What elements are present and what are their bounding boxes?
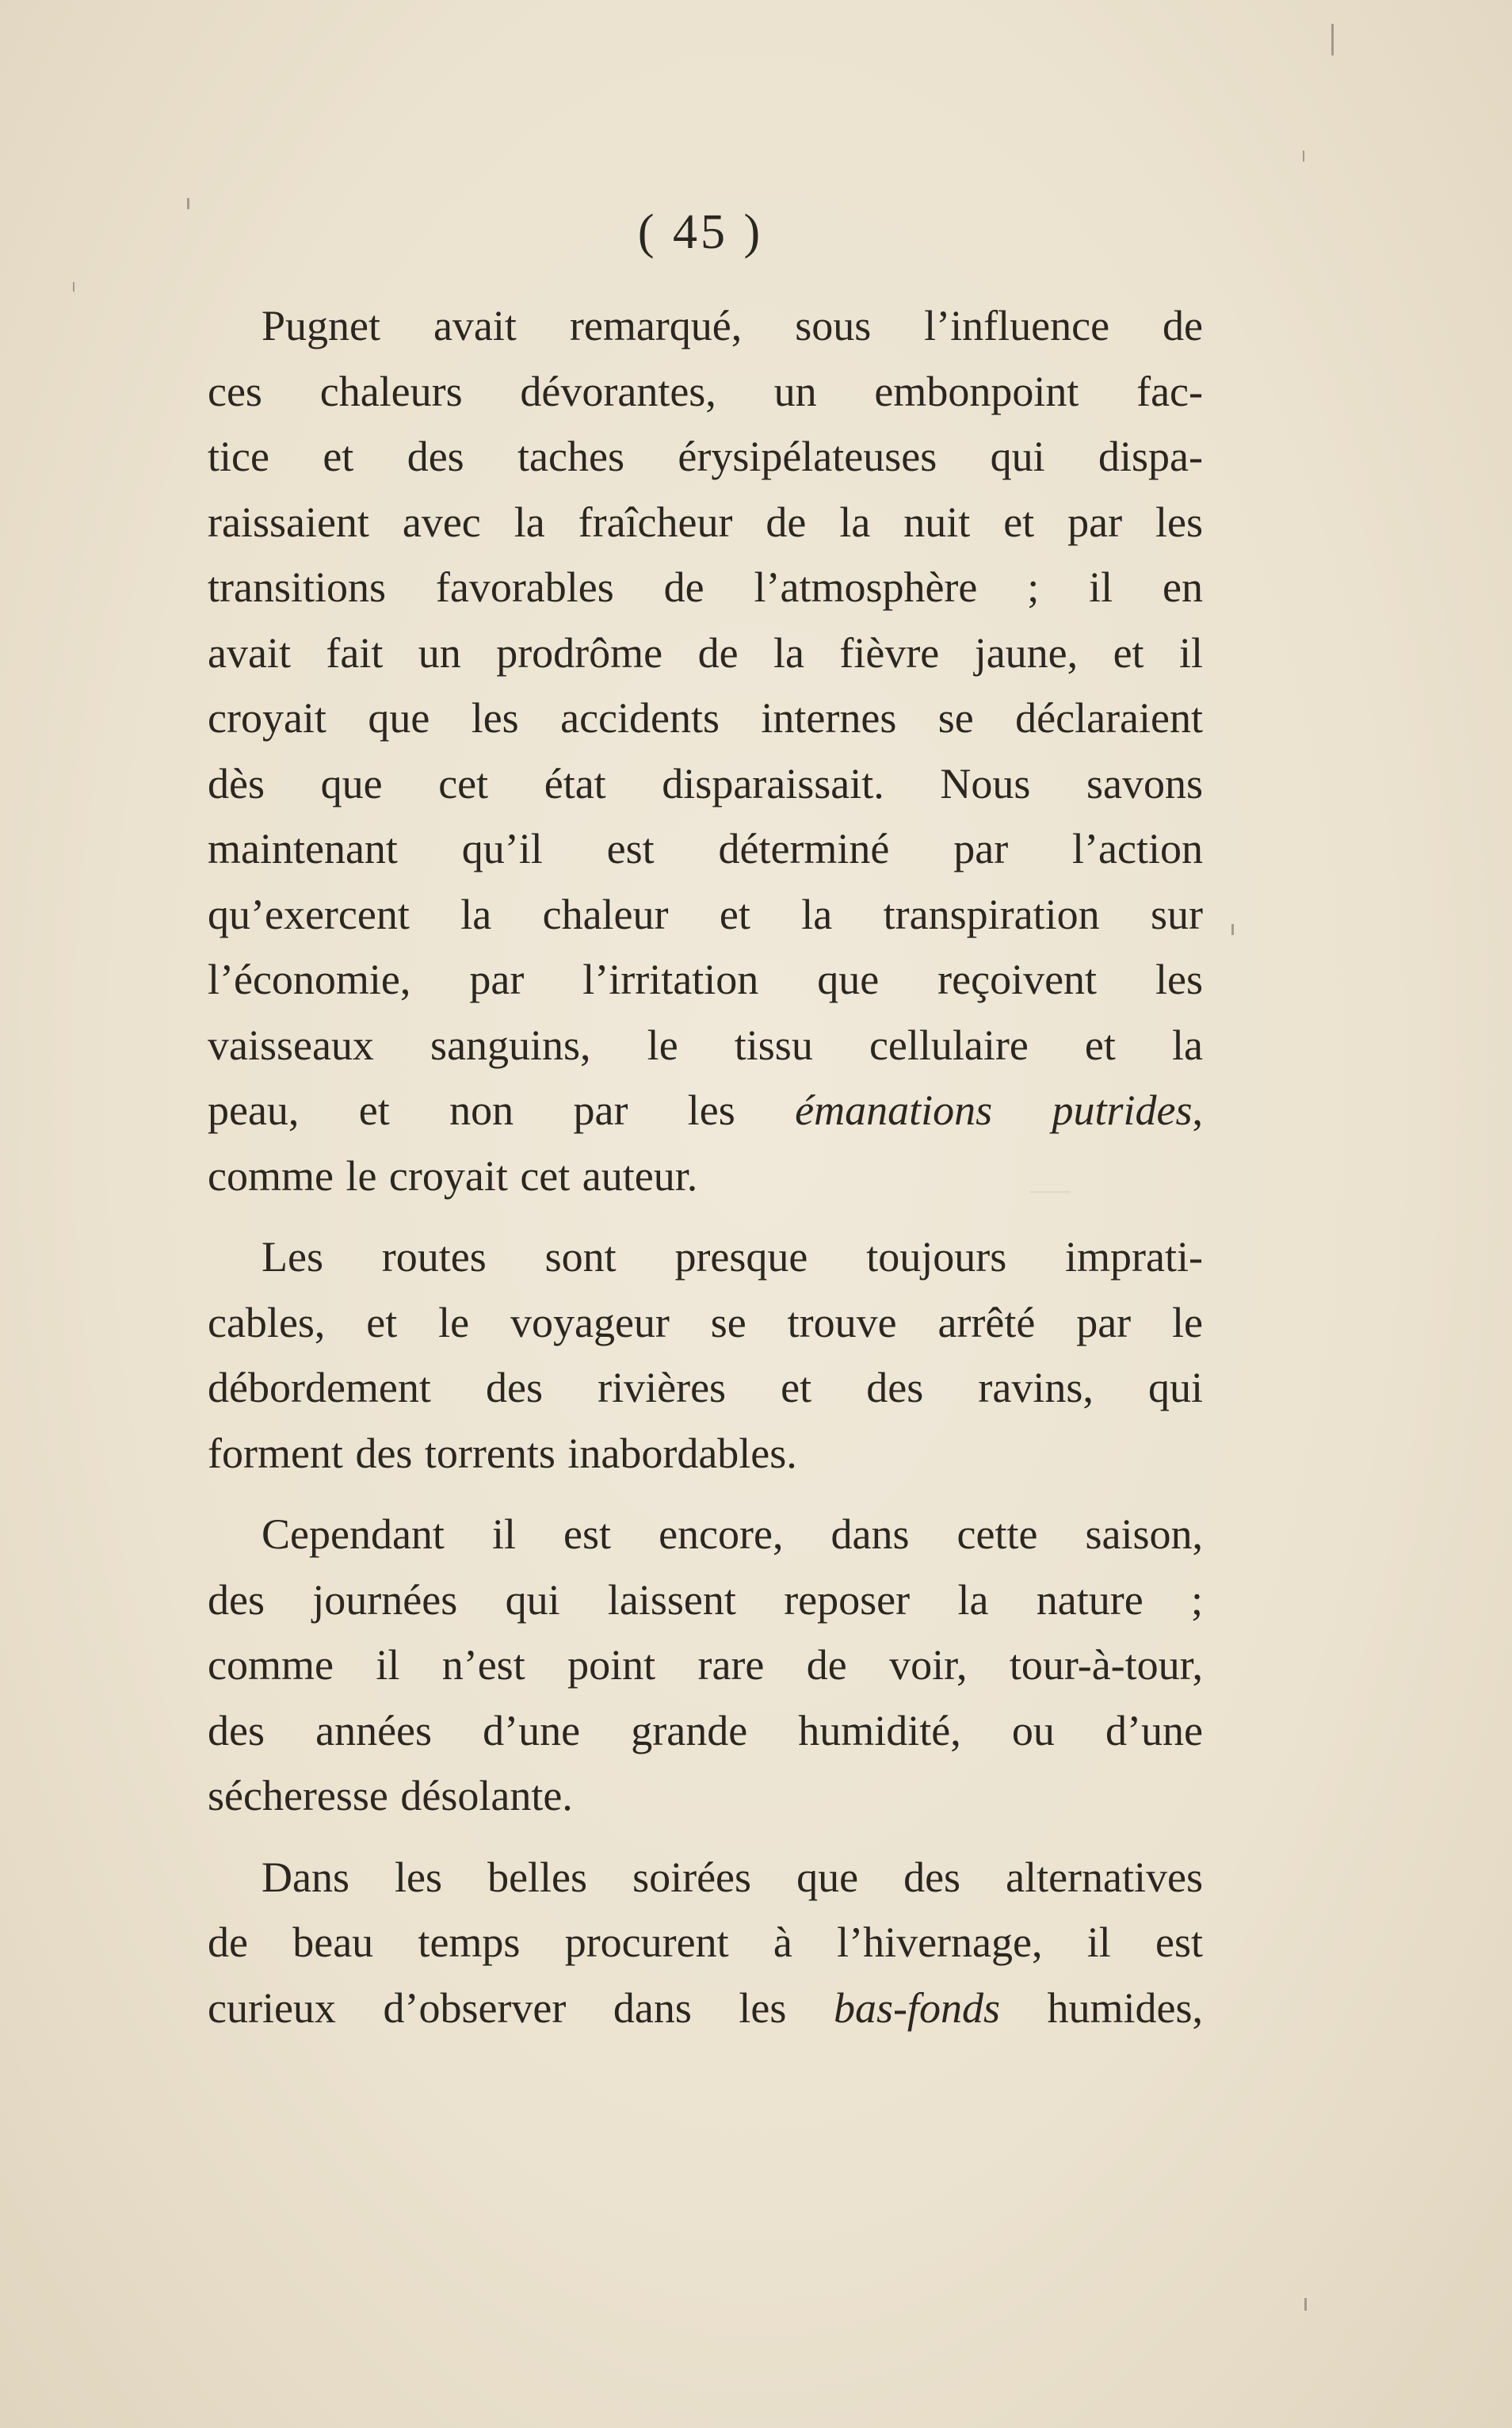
paper-speck [1303, 151, 1304, 162]
text-line: forment des torrents inabordables. [208, 1429, 797, 1477]
paper-speck [1331, 24, 1334, 55]
text-line: de beau temps procurent à l’hivernage, il est [208, 1918, 1203, 1966]
text-line-with-italic [208, 1976, 1203, 2041]
text-line: l’économie, par l’irritation que reçoivent les [208, 956, 1203, 1003]
text-segment: , [1192, 1086, 1203, 1134]
text-line: débordement des rivières et des ravins, qui [208, 1364, 1203, 1411]
page-number: ( 45 ) [637, 205, 764, 259]
text-line: des années d’une grande humidité, ou d’une [208, 1706, 1203, 1754]
text-line: sécheresse désolante. [208, 1772, 573, 1819]
text-line: qu’exercent la chaleur et la transpiration sur [208, 890, 1203, 938]
body-text [208, 293, 1203, 2056]
text-line: ces chaleurs dévorantes, un embonpoint fac- [208, 367, 1203, 415]
text-segment: curieux d’observer dans les [208, 1983, 834, 2032]
text-segment: humides, [999, 1983, 1203, 2032]
text-segment: peau, et non par les [208, 1086, 796, 1134]
text-line: croyait que les accidents internes se déclaraient [208, 694, 1203, 742]
show-through-mark: — [1030, 1166, 1070, 1210]
paragraph [208, 1224, 1203, 1486]
paragraph [208, 293, 1203, 1208]
text-line: transitions favorables de l’atmosphère ; il en [208, 563, 1203, 611]
italic-term: bas-fonds [833, 1983, 1000, 2032]
text-line: vaisseaux sanguins, le tissu cellulaire et la [208, 1021, 1203, 1069]
text-line: Les routes sont presque toujours imprati- [262, 1233, 1203, 1281]
text-line: Pugnet avait remarqué, sous l’influence de [262, 302, 1203, 349]
text-line: comme il n’est point rare de voir, tour-à-tour, [208, 1641, 1203, 1689]
italic-term: émanations putrides [795, 1086, 1193, 1134]
text-line: cables, et le voyageur se trouve arrêté par le [208, 1298, 1203, 1346]
text-line: Dans les belles soirées que des alternatives [262, 1853, 1203, 1901]
text-line: dès que cet état disparaissait. Nous savons [208, 759, 1203, 807]
text-line: raissaient avec la fraîcheur de la nuit et par les [208, 498, 1203, 546]
text-line-with-italic [208, 1078, 1203, 1143]
text-line: Cependant il est encore, dans cette saison, [262, 1510, 1203, 1558]
text-line: des journées qui laissent reposer la nature ; [208, 1575, 1203, 1624]
paragraph [208, 1845, 1203, 2041]
paper-speck [73, 282, 74, 292]
text-line: maintenant qu’il est déterminé par l’action [208, 825, 1203, 872]
text-line: comme le croyait cet auteur. [208, 1151, 698, 1200]
text-line: avait fait un prodrôme de la fièvre jaune, et il [208, 628, 1203, 677]
paper-speck [1231, 924, 1234, 935]
paper-speck [1304, 2298, 1307, 2311]
text-line: tice et des taches érysipélateuses qui dispa- [208, 433, 1203, 480]
paragraph [208, 1502, 1203, 1829]
